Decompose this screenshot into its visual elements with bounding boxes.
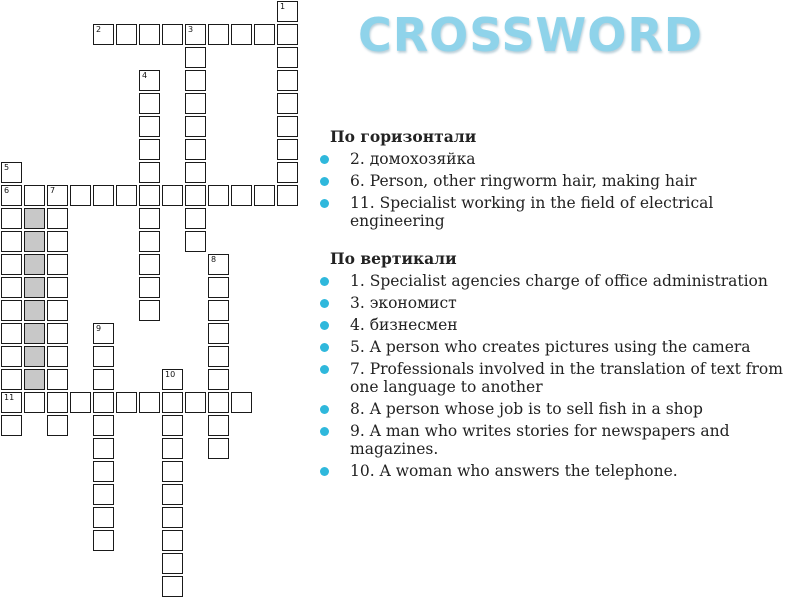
crossword-cell[interactable] [47,277,68,298]
crossword-cell[interactable] [277,1,298,22]
clue-item [318,338,788,356]
crossword-cell[interactable] [185,208,206,229]
bullet-icon [320,427,329,436]
clue-text: 10. A woman who answers the telephone. [350,462,678,480]
clue-text: 6. Person, other ringworm hair, making hair [350,172,697,190]
clue-item [318,360,788,396]
crossword-cell[interactable] [162,576,183,597]
crossword-cell[interactable] [208,185,229,206]
clue-number: 1 [280,2,286,11]
across-heading: По горизонтали [330,127,477,146]
down-clue-list [318,272,788,480]
crossword-cell[interactable] [116,185,137,206]
crossword-cell[interactable] [1,300,22,321]
crossword-cell[interactable] [231,24,252,45]
clue-text: 4. бизнесмен [350,316,458,334]
crossword-cell[interactable] [185,139,206,160]
crossword-cell[interactable] [24,392,45,413]
crossword-cell[interactable] [277,185,298,206]
crossword-cell[interactable] [277,139,298,160]
crossword-cell[interactable] [208,415,229,436]
crossword-cell[interactable] [162,24,183,45]
shaded-cell[interactable] [24,369,45,390]
crossword-cell[interactable] [208,323,229,344]
crossword-cell[interactable] [47,185,68,206]
across-clue-list [318,150,788,230]
crossword-cell[interactable] [47,254,68,275]
crossword-cell[interactable] [139,139,160,160]
crossword-cell[interactable] [1,323,22,344]
bullet-icon [320,467,329,476]
clue-number: 6 [4,186,10,195]
crossword-cell[interactable] [116,24,137,45]
clue-number: 9 [96,324,102,333]
crossword-cell[interactable] [208,277,229,298]
clue-number: 11 [4,393,15,402]
shaded-cell[interactable] [24,277,45,298]
clue-item [318,272,788,290]
crossword-cell[interactable] [47,231,68,252]
clue-number: 7 [50,186,56,195]
crossword-cell[interactable] [139,70,160,91]
crossword-cell[interactable] [93,185,114,206]
clue-text: 5. A person who creates pictures using the camera [350,338,751,356]
bullet-icon [320,177,329,186]
clue-item [318,422,788,458]
crossword-cell[interactable] [1,369,22,390]
clue-number: 5 [4,163,10,172]
crossword-cell[interactable] [93,530,114,551]
crossword-cell[interactable] [24,185,45,206]
clue-text: 2. домохозяйка [350,150,476,168]
clue-number: 10 [165,370,176,379]
crossword-cell[interactable] [139,93,160,114]
crossword-cell[interactable] [277,162,298,183]
crossword-cell[interactable] [1,277,22,298]
crossword-cell[interactable] [208,438,229,459]
crossword-cell[interactable] [93,484,114,505]
crossword-cell[interactable] [162,415,183,436]
crossword-cell[interactable] [139,231,160,252]
shaded-cell[interactable] [24,346,45,367]
clue-item [318,316,788,334]
page-title: CROSSWORD [358,8,703,62]
crossword-cell[interactable] [47,369,68,390]
crossword-cell[interactable] [1,392,22,413]
bullet-icon [320,405,329,414]
crossword-cell[interactable] [208,392,229,413]
crossword-cell[interactable] [208,300,229,321]
clue-text: 7. Professionals involved in the translation of text from one language to another [350,360,783,396]
crossword-cell[interactable] [1,162,22,183]
shaded-cell[interactable] [24,231,45,252]
crossword-cell[interactable] [254,185,275,206]
clue-item [318,150,788,168]
crossword-cell[interactable] [139,208,160,229]
shaded-cell[interactable] [24,300,45,321]
crossword-cell[interactable] [162,461,183,482]
crossword-cell[interactable] [208,24,229,45]
crossword-cell[interactable] [162,553,183,574]
crossword-cell[interactable] [185,70,206,91]
bullet-icon [320,321,329,330]
bullet-icon [320,299,329,308]
down-heading: По вертикали [330,249,457,268]
crossword-cell[interactable] [139,116,160,137]
clue-text: 11. Specialist working in the field of electrical engineering [350,194,714,230]
crossword-cell[interactable] [1,415,22,436]
crossword-cell[interactable] [70,185,91,206]
bullet-icon [320,277,329,286]
crossword-cell[interactable] [47,323,68,344]
clues-panel [318,128,788,484]
crossword-cell[interactable] [277,24,298,45]
clue-item [318,294,788,312]
crossword-cell[interactable] [139,392,160,413]
bullet-icon [320,155,329,164]
crossword-cell[interactable] [1,346,22,367]
crossword-cell[interactable] [47,415,68,436]
clue-item [318,400,788,418]
crossword-cell[interactable] [47,300,68,321]
clue-text: 8. A person whose job is to sell fish in a shop [350,400,703,418]
crossword-cell[interactable] [139,24,160,45]
crossword-cell[interactable] [162,484,183,505]
crossword-cell[interactable] [185,116,206,137]
crossword-cell[interactable] [185,231,206,252]
clue-item [318,462,788,480]
shaded-cell[interactable] [24,254,45,275]
crossword-cell[interactable] [47,392,68,413]
crossword-cell[interactable] [1,185,22,206]
crossword-cell[interactable] [208,369,229,390]
crossword-cell[interactable] [93,346,114,367]
crossword-cell[interactable] [162,530,183,551]
crossword-cell[interactable] [93,392,114,413]
clue-text: 3. экономист [350,294,457,312]
shaded-cell[interactable] [24,323,45,344]
crossword-cell[interactable] [231,185,252,206]
bullet-icon [320,199,329,208]
clue-item [318,172,788,190]
crossword-cell[interactable] [185,162,206,183]
crossword-cell[interactable] [1,208,22,229]
crossword-cell[interactable] [70,392,91,413]
clue-number: 4 [142,71,148,80]
crossword-cell[interactable] [185,47,206,68]
crossword-cell[interactable] [93,461,114,482]
crossword-cell[interactable] [185,24,206,45]
shaded-cell[interactable] [24,208,45,229]
crossword-cell[interactable] [185,392,206,413]
clue-number: 3 [188,25,194,34]
crossword-cell[interactable] [185,93,206,114]
bullet-icon [320,365,329,374]
crossword-cell[interactable] [231,392,252,413]
clue-text: 9. A man who writes stories for newspapers and magazines. [350,422,730,458]
crossword-cell[interactable] [162,507,183,528]
clue-text: 1. Specialist agencies charge of office administration [350,272,768,290]
crossword-cell[interactable] [1,231,22,252]
crossword-cell[interactable] [47,208,68,229]
crossword-cell[interactable] [208,346,229,367]
crossword-cell[interactable] [139,300,160,321]
clue-item [318,194,788,230]
crossword-cell[interactable] [139,277,160,298]
clue-number: 8 [211,255,217,264]
crossword-cell[interactable] [139,254,160,275]
crossword-cell[interactable] [162,185,183,206]
crossword-cell[interactable] [277,93,298,114]
crossword-cell[interactable] [185,185,206,206]
clue-number: 2 [96,25,102,34]
crossword-cell[interactable] [93,369,114,390]
crossword-cell[interactable] [139,185,160,206]
crossword-cell[interactable] [254,24,275,45]
crossword-cell[interactable] [93,24,114,45]
crossword-cell[interactable] [162,438,183,459]
crossword-cell[interactable] [116,392,137,413]
crossword-cell[interactable] [93,323,114,344]
crossword-cell[interactable] [93,438,114,459]
crossword-cell[interactable] [139,162,160,183]
crossword-cell[interactable] [1,254,22,275]
crossword-cell[interactable] [93,415,114,436]
bullet-icon [320,343,329,352]
crossword-cell[interactable] [162,369,183,390]
crossword-cell[interactable] [93,507,114,528]
crossword-cell[interactable] [277,116,298,137]
crossword-cell[interactable] [277,70,298,91]
crossword-cell[interactable] [208,254,229,275]
crossword-cell[interactable] [162,392,183,413]
crossword-cell[interactable] [277,47,298,68]
crossword-cell[interactable] [47,346,68,367]
